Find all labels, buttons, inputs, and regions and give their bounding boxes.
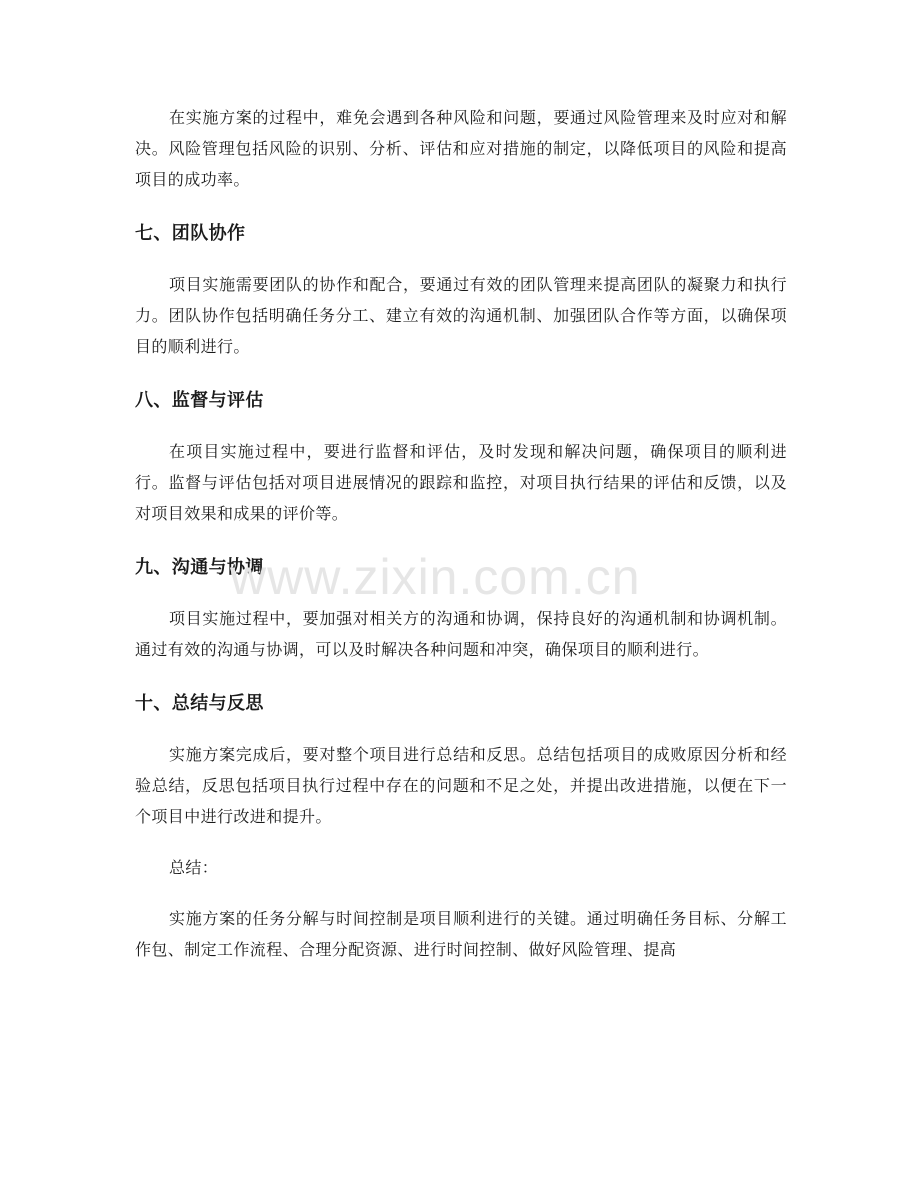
watermark-text: www.zixin.com.cn bbox=[230, 549, 641, 605]
paragraph-communication-coordination: 项目实施过程中，要加强对相关方的沟通和协调，保持良好的沟通机制和协调机制。通过有效的沟通与协调，可以及时解决各种问题和冲突，确保项目的顺利进行。 bbox=[135, 609, 787, 659]
summary-label: 总结： bbox=[169, 858, 219, 877]
heading-summary-reflection: 十、总结与反思 bbox=[135, 693, 264, 714]
paragraph-summary-reflection: 实施方案完成后，要对整个项目进行总结和反思。总结包括项目的成败原因分析和经验总结，反思包括项目执行过程中存在的问题和不足之处，并提出改进措施，以便在下一个项目中进行改进和提升。 bbox=[135, 745, 787, 826]
heading-communication-coordination: 九、沟通与协调 bbox=[135, 557, 264, 578]
paragraph-team-collaboration: 项目实施需要团队的协作和配合，要通过有效的团队管理来提高团队的凝聚力和执行力。团队协作包括明确任务分工、建立有效的沟通机制、加强团队合作等方面，以确保项目的顺利进行。 bbox=[135, 275, 787, 356]
heading-team-collaboration: 七、团队协作 bbox=[135, 223, 246, 244]
heading-supervision-evaluation: 八、监督与评估 bbox=[135, 390, 264, 411]
paragraph-supervision-evaluation: 在项目实施过程中，要进行监督和评估，及时发现和解决问题，确保项目的顺利进行。监督与评估包括对项目进展情况的跟踪和监控，对项目执行结果的评估和反馈，以及对项目效果和成果的评价等。 bbox=[135, 442, 787, 523]
document-body bbox=[135, 102, 787, 965]
paragraph-risk-management: 在实施方案的过程中，难免会遇到各种风险和问题，要通过风险管理来及时应对和解决。风险管理包括风险的识别、分析、评估和应对措施的制定，以降低项目的风险和提高项目的成功率。 bbox=[135, 108, 787, 189]
paragraph-summary: 实施方案的任务分解与时间控制是项目顺利进行的关键。通过明确任务目标、分解工作包、制定工作流程、合理分配资源、进行时间控制、做好风险管理、提高 bbox=[135, 909, 787, 959]
